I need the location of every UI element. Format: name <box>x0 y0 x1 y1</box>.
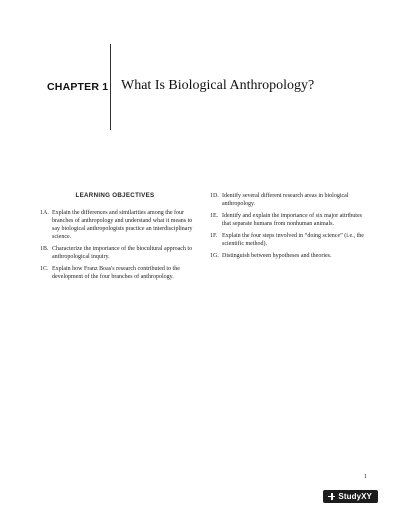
objective-text: Explain the differences and similarities among the four branches of anthropology and understand what it means to say biological anthropologists practice an interdisciplinary science. <box>52 210 193 240</box>
objective-code: 1B. <box>40 246 49 252</box>
objective-code: 1G. <box>210 253 219 259</box>
plus-icon <box>328 493 335 500</box>
chapter-label: CHAPTER 1 <box>47 81 109 93</box>
objective-code: 1F. <box>210 233 218 239</box>
chapter-title: What Is Biological Anthropology? <box>121 78 315 93</box>
objective-code: 1E. <box>210 213 219 219</box>
page-number: 1 <box>364 474 367 480</box>
objective-text: Characterize the importance of the biocultural approach to anthropological inquiry. <box>52 246 193 260</box>
objective-code: 1D. <box>210 193 219 199</box>
objective-code: 1C. <box>40 266 49 272</box>
watermark-text: StudyXY <box>338 492 372 501</box>
objective-text: Identify and explain the importance of six major attributes that separate humans from nonhuman animals. <box>222 213 362 227</box>
list-item <box>210 212 370 228</box>
list-item <box>40 209 200 241</box>
list-item <box>40 245 200 261</box>
objective-text: Distinguish between hypotheses and theories. <box>222 253 332 259</box>
list-item <box>210 232 370 248</box>
objective-text: Explain the four steps involved in “doing science” (i.e., the scientific method). <box>222 233 364 247</box>
objective-code: 1A. <box>40 210 49 216</box>
list-item <box>210 252 370 260</box>
learning-objectives-left-list <box>40 209 200 285</box>
studyxy-watermark <box>323 490 378 503</box>
chapter-divider <box>110 44 111 130</box>
learning-objectives-right-list <box>210 192 370 264</box>
learning-objectives-heading: LEARNING OBJECTIVES <box>75 192 155 199</box>
objective-text: Explain how Franz Boas's research contributed to the development of the four branches of anthropology. <box>52 266 180 280</box>
list-item <box>210 192 370 208</box>
objective-text: Identify several different research areas in biological anthropology. <box>222 193 349 207</box>
list-item <box>40 265 200 281</box>
